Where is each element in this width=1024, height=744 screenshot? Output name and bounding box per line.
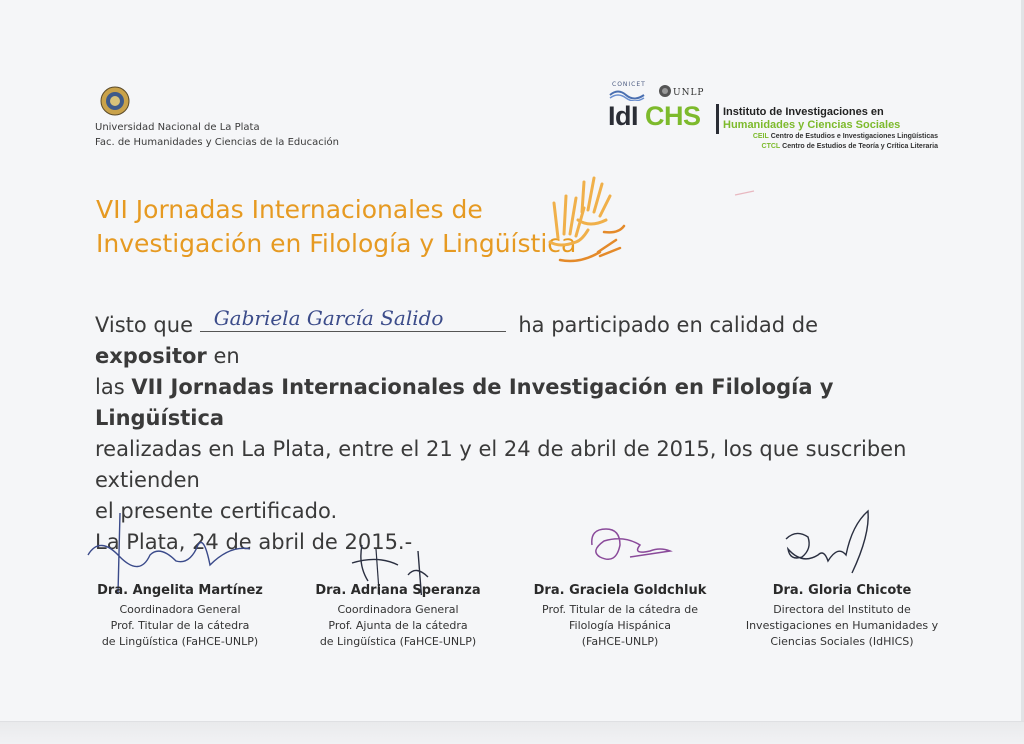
institute-logo bbox=[608, 83, 938, 163]
body-line1: Visto que Gabriela García Salido ha participado en calidad de expositor en bbox=[95, 310, 935, 372]
signer-role: Coordinadora General Prof. Ajunta de la cátedra de Lingüística (FaHCE-UNLP) bbox=[319, 603, 477, 648]
event-title-line1: VII Jornadas Internacionales de bbox=[96, 195, 483, 224]
institute-name-line2: Humanidades y Ciencias Sociales bbox=[723, 119, 901, 131]
university-seal-icon bbox=[100, 86, 130, 116]
unlp-small-label: UNLP bbox=[673, 88, 705, 98]
institute-name-line1: Instituto de Investigaciones en bbox=[723, 106, 884, 118]
participation-role: expositor bbox=[95, 344, 207, 368]
place-date: La Plata, 24 de abril de 2015.- bbox=[95, 530, 413, 554]
signer-name: Dra. Gloria Chicote bbox=[772, 583, 912, 598]
university-name: Universidad Nacional de La Plata bbox=[95, 122, 260, 133]
signer-role: Directora del Instituto de Investigaciones en Humanidades y Ciencias Sociales (IdHICS) bbox=[745, 603, 939, 648]
body-line4: el presente certificado. bbox=[95, 499, 338, 523]
participant-handwritten-name: Gabriela García Salido bbox=[213, 306, 444, 330]
ceil-line: CEIL Centro de Estudios e Investigaciones Lingüísticas bbox=[752, 133, 938, 140]
faculty-name: Fac. de Humanidades y Ciencias de la Educación bbox=[95, 137, 339, 148]
signer-role: Coordinadora General Prof. Titular de la cátedra de Lingüística (FaHCE-UNLP) bbox=[101, 603, 259, 648]
signature-4 bbox=[742, 505, 942, 595]
signer-role: Prof. Titular de la cátedra de Filología Hispánica (FaHCE-UNLP) bbox=[542, 603, 698, 648]
event-title-line2: Investigación en Filología y Lingüística bbox=[96, 229, 577, 258]
stray-mark bbox=[734, 190, 756, 196]
event-name-bold: VII Jornadas Internacionales de Investigación en Filología y Lingüística bbox=[95, 375, 834, 430]
signature-3 bbox=[520, 505, 720, 595]
body-line3: realizadas en La Plata, entre el 21 y el 24 de abril de 2015, los que suscriben extienden bbox=[95, 437, 907, 492]
unlp-small-seal-icon bbox=[658, 84, 672, 98]
participant-name-field bbox=[200, 306, 506, 332]
event-title bbox=[96, 193, 576, 261]
institute-acronym-b: CHS bbox=[645, 101, 701, 131]
ctcl-line: CTCL Centro de Estudios de Teoría y Crítica Literaria bbox=[761, 143, 938, 150]
logo-divider bbox=[716, 104, 719, 134]
scan-edge-bottom bbox=[0, 721, 1024, 744]
conicet-label: CONICET bbox=[612, 81, 646, 88]
signatures-section bbox=[80, 505, 960, 655]
body-line2: las VII Jornadas Internacionales de Investigación en Filología y Lingüística bbox=[95, 375, 834, 430]
signature-1 bbox=[80, 505, 280, 595]
signer-name: Dra. Adriana Speranza bbox=[315, 583, 481, 598]
institute-acronym-a: IdI bbox=[608, 101, 638, 131]
signer-name: Dra. Angelita Martínez bbox=[97, 583, 263, 598]
hands-logo-icon bbox=[520, 168, 630, 268]
signature-2 bbox=[298, 505, 498, 595]
signer-name: Dra. Graciela Goldchluk bbox=[533, 583, 707, 598]
